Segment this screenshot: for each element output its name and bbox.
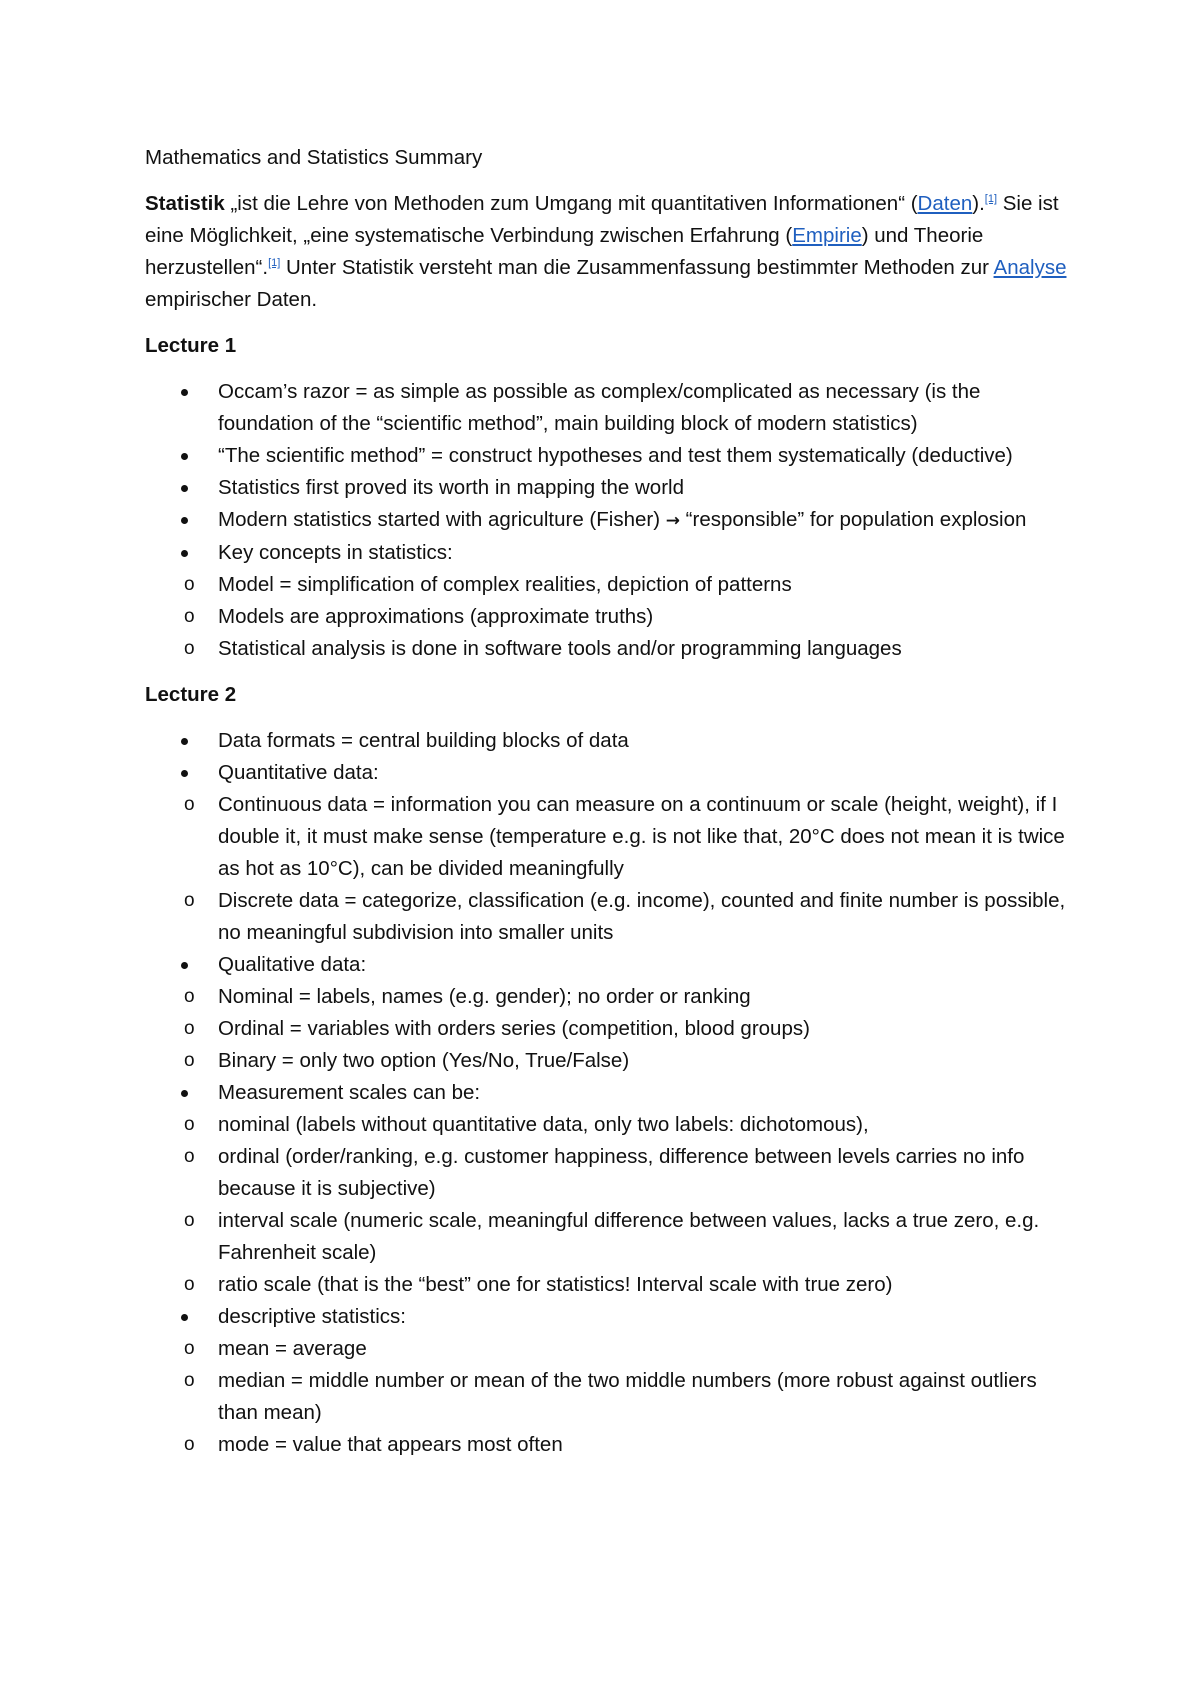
intro-text-6: empirischer Daten. <box>145 288 318 311</box>
list-item <box>145 949 1075 1077</box>
list-item <box>145 757 1075 949</box>
sub-list-item <box>184 981 1075 1013</box>
sub-list-item-text: ratio scale (that is the “best” one for statistics! Interval scale with true zero) <box>218 1273 893 1296</box>
intro-text-1: „ist die Lehre von Methoden zum Umgang mit quantitativen Informationen“ ( <box>224 192 918 215</box>
list-item-text: Key concepts in statistics: <box>218 541 453 564</box>
sub-list-item-text: ordinal (order/ranking, e.g. customer happiness, difference between levels carries no info because it is subjective) <box>218 1145 1025 1200</box>
bullet-icon <box>181 1090 188 1097</box>
sub-list-item <box>184 1205 1075 1269</box>
intro-paragraph <box>145 188 1075 316</box>
sub-list <box>184 569 1075 665</box>
intro-text-4: ) und Theorie herzustellen“. <box>145 224 984 279</box>
circle-bullet-icon: o <box>184 1050 195 1071</box>
list-item-text: Measurement scales can be: <box>218 1081 481 1104</box>
sub-list <box>184 789 1075 949</box>
sub-list-item <box>184 1429 1075 1461</box>
sub-list-item <box>184 1333 1075 1365</box>
sub-list-item <box>184 1013 1075 1045</box>
list-item-text: Statistics first proved its worth in mapping the world <box>218 476 684 499</box>
sub-list <box>184 981 1075 1077</box>
intro-term: Statistik <box>145 192 225 215</box>
list-item-text: Data formats = central building blocks of data <box>218 729 629 752</box>
lecture-1-heading: Lecture 1 <box>145 334 237 357</box>
sub-list-item-text: mode = value that appears most often <box>218 1433 563 1456</box>
circle-bullet-icon: o <box>184 1114 195 1135</box>
bullet-icon <box>181 550 188 557</box>
bullet-icon <box>181 1314 188 1321</box>
sub-list <box>184 1109 1075 1301</box>
list-item <box>145 440 1075 472</box>
circle-bullet-icon: o <box>184 1274 195 1295</box>
sub-list-item-text: Model = simplification of complex realities, depiction of patterns <box>218 573 792 596</box>
circle-bullet-icon: o <box>184 606 195 627</box>
bullet-icon <box>181 517 188 524</box>
link-analyse[interactable]: Analyse <box>993 256 1067 279</box>
document-title: Mathematics and Statistics Summary <box>145 146 483 169</box>
intro-text-5: Unter Statistik versteht man die Zusammenfassung bestimmter Methoden zur <box>280 256 994 279</box>
list-item <box>145 1077 1075 1301</box>
sub-list-item <box>184 1045 1075 1077</box>
list-item-text: Occam’s razor = as simple as possible as complex/complicated as necessary (is the foundation of the “scientific method”, main building block of modern statistics) <box>218 380 981 435</box>
link-daten[interactable]: Daten <box>917 192 973 215</box>
sub-list-item-text: Ordinal = variables with orders series (competition, blood groups) <box>218 1017 810 1040</box>
sub-list-item-text: nominal (labels without quantitative data, only two labels: dichotomous), <box>218 1113 869 1136</box>
document-page <box>145 142 1075 1475</box>
sub-list-item-text: Discrete data = categorize, classification (e.g. income), counted and finite number is possible, no meaningful subdivision into smaller units <box>218 889 1066 944</box>
sub-list-item <box>184 633 1075 665</box>
circle-bullet-icon: o <box>184 1370 195 1391</box>
sub-list-item <box>184 885 1075 949</box>
lecture-2-heading: Lecture 2 <box>145 683 237 706</box>
footnote-ref-1 <box>985 193 997 205</box>
sub-list-item-text: Binary = only two option (Yes/No, True/False) <box>218 1049 630 1072</box>
list-item-text: “responsible” for population explosion <box>679 508 1027 531</box>
sub-list-item <box>184 1269 1075 1301</box>
sub-list-item-text: interval scale (numeric scale, meaningful difference between values, lacks a true zero, e.g. Fahrenheit scale) <box>218 1209 1040 1264</box>
list-item <box>145 504 1075 537</box>
footnote-link-1[interactable]: [1] <box>984 193 998 206</box>
sub-list-item <box>184 601 1075 633</box>
sub-list-item-text: mean = average <box>218 1337 367 1360</box>
list-item <box>145 537 1075 665</box>
sub-list-item-text: Continuous data = information you can measure on a continuum or scale (height, weight), if I double it, it must make sense (temperature e.g. is not like that, 20°C does not mean it is twice as hot as 10°C), can be divided meaningfully <box>218 793 1065 880</box>
list-item <box>145 376 1075 440</box>
circle-bullet-icon: o <box>184 1210 195 1231</box>
circle-bullet-icon: o <box>184 1434 195 1455</box>
circle-bullet-icon: o <box>184 1018 195 1039</box>
bullet-icon <box>181 453 188 460</box>
footnote-link-2[interactable]: [1] <box>268 257 281 270</box>
sub-list-item-text: Nominal = labels, names (e.g. gender); no order or ranking <box>218 985 751 1008</box>
lecture-1-list <box>145 376 1075 665</box>
list-item <box>145 472 1075 504</box>
sub-list-item <box>184 1109 1075 1141</box>
list-item-text: Modern statistics started with agriculture (Fisher) <box>218 508 666 531</box>
arrow-right-icon: → <box>665 511 680 531</box>
bullet-icon <box>181 962 188 969</box>
circle-bullet-icon: o <box>184 890 195 911</box>
intro-text-2: ). <box>972 192 985 215</box>
list-item <box>145 1301 1075 1461</box>
sub-list-item <box>184 789 1075 885</box>
intro-text-3: Sie ist eine Möglichkeit, „eine systematische Verbindung zwischen Erfahrung ( <box>145 192 1059 247</box>
sub-list-item <box>184 569 1075 601</box>
sub-list-item-text: Models are approximations (approximate truths) <box>218 605 654 628</box>
lecture-2-list <box>145 725 1075 1461</box>
bullet-icon <box>181 389 188 396</box>
bullet-icon <box>181 770 188 777</box>
circle-bullet-icon: o <box>184 986 195 1007</box>
circle-bullet-icon: o <box>184 1338 195 1359</box>
bullet-icon <box>181 738 188 745</box>
bullet-icon <box>181 485 188 492</box>
list-item-text: descriptive statistics: <box>218 1305 406 1328</box>
list-item-text: “The scientific method” = construct hypotheses and test them systematically (deductive) <box>218 444 1013 467</box>
link-empirie[interactable]: Empirie <box>792 224 862 247</box>
circle-bullet-icon: o <box>184 794 195 815</box>
circle-bullet-icon: o <box>184 574 195 595</box>
sub-list-item <box>184 1365 1075 1429</box>
list-item-text: Quantitative data: <box>218 761 379 784</box>
circle-bullet-icon: o <box>184 1146 195 1167</box>
sub-list-item-text: Statistical analysis is done in software tools and/or programming languages <box>218 637 902 660</box>
circle-bullet-icon: o <box>184 638 195 659</box>
list-item-text: Qualitative data: <box>218 953 367 976</box>
sub-list-item <box>184 1141 1075 1205</box>
sub-list-item-text: median = middle number or mean of the two middle numbers (more robust against outliers than mean) <box>218 1369 1037 1424</box>
sub-list <box>184 1333 1075 1461</box>
list-item <box>145 725 1075 757</box>
footnote-ref-2 <box>268 257 280 269</box>
